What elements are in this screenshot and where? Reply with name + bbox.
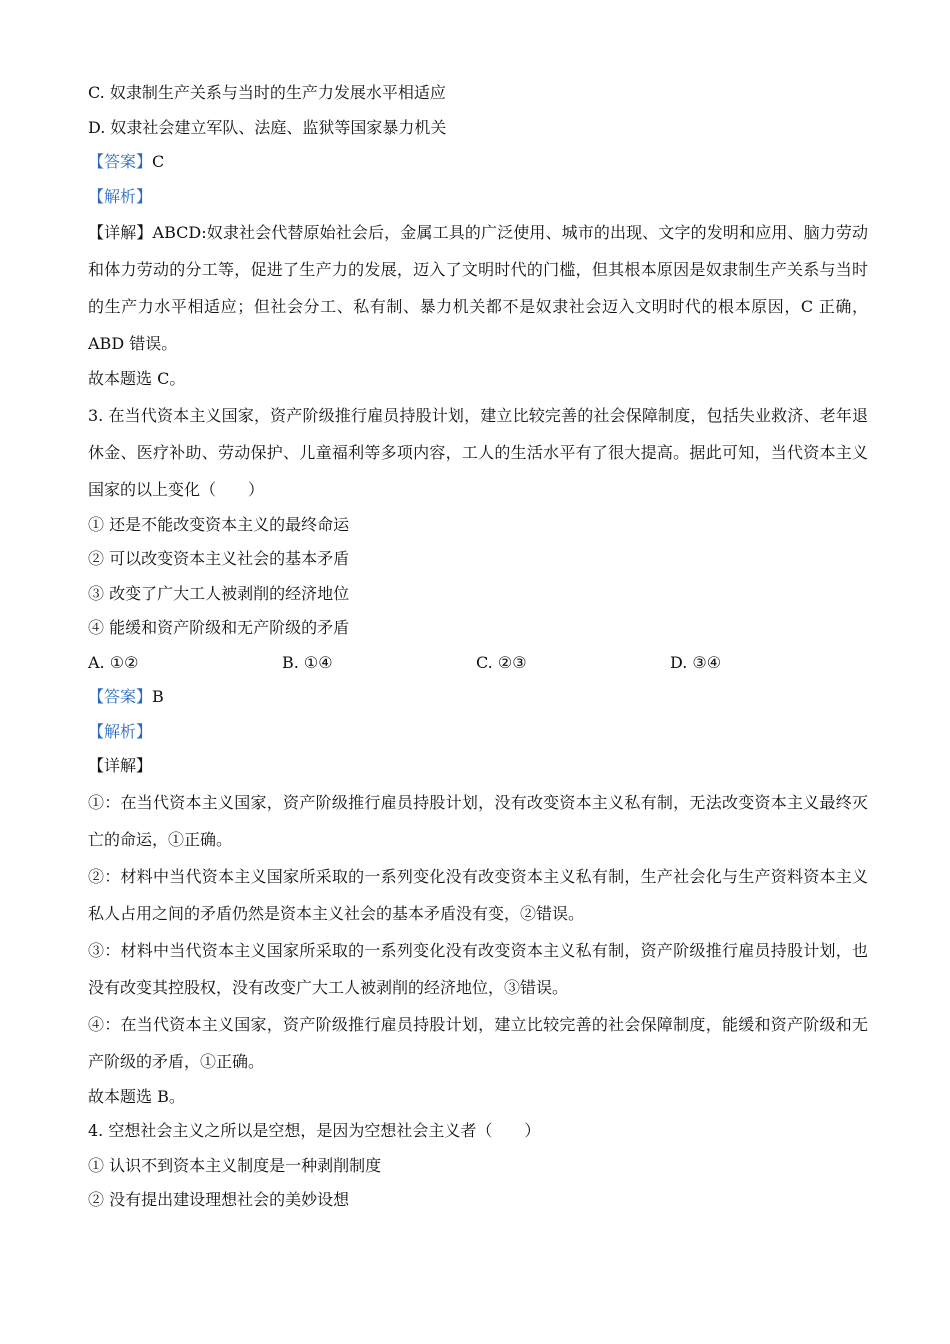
analysis-tag: 【解析】 <box>88 186 153 206</box>
analysis-tag: 【解析】 <box>88 721 153 741</box>
document-page <box>88 76 868 1218</box>
q2-analysis-tag <box>88 180 868 215</box>
q2-detail <box>88 214 868 362</box>
q3-item-2: ② 可以改变资本主义社会的基本矛盾 <box>88 549 350 568</box>
q2-detail-text: ABCD:奴隶社会代替原始社会后，金属工具的广泛使用、城市的出现、文字的发明和应用、脑力劳动和体力劳动的分工等，促进了生产力的发展，迈入了文明时代的门槛，但其根本原因是奴隶制生产关系与当时的生产力水平相适应；但社会分工、私有制、暴力机关都不是奴隶社会迈入文明时代的根本原因，C 正确，ABD 错误。 <box>88 223 868 353</box>
answer-value: B <box>152 687 164 706</box>
q3-explanation-4: ④：在当代资本主义国家，资产阶级推行雇员持股计划，建立比较完善的社会保障制度，能缓和资产阶级和无产阶级的矛盾，①正确。 <box>88 1014 868 1071</box>
q4-stem: 4. 空想社会主义之所以是空想，是因为空想社会主义者（ ） <box>88 1121 541 1140</box>
q3-explanation-2: ②：材料中当代资本主义国家所采取的一系列变化没有改变资本主义私有制，生产社会化与生产资料资本主义私人占用之间的矛盾仍然是资本主义社会的基本矛盾没有变，②错误。 <box>88 866 868 923</box>
q4-item-2: ② 没有提出建设理想社会的美妙设想 <box>88 1190 350 1209</box>
q4-item-1: ① 认识不到资本主义制度是一种剥削制度 <box>88 1155 382 1175</box>
q3-detail-tag: 【详解】 <box>88 756 153 775</box>
q3-item-3: ③ 改变了广大工人被剥削的经济地位 <box>88 583 350 603</box>
answer-tag: 【答案】 <box>88 152 153 171</box>
q2-conclusion: 故本题选 C。 <box>88 369 186 388</box>
q3-explanation-3: ③：材料中当代资本主义国家所采取的一系列变化没有改变资本主义私有制，资产阶级推行雇员持股计划，也没有改变其控股权，没有改变广大工人被剥削的经济地位，③错误。 <box>88 940 868 997</box>
q3-analysis-tag <box>88 715 868 750</box>
q3-answer <box>88 680 868 715</box>
q3-choice-c: C. ②③ <box>476 652 527 672</box>
q3-choices <box>88 646 868 681</box>
q3-choice-a: A. ①② <box>88 652 139 672</box>
q3-item-1: ① 还是不能改变资本主义的最终命运 <box>88 514 350 534</box>
q3-conclusion: 故本题选 B。 <box>88 1086 185 1106</box>
answer-tag: 【答案】 <box>88 687 153 706</box>
q3-choice-b: B. ①④ <box>282 652 333 672</box>
q3-choice-d: D. ③④ <box>670 652 722 672</box>
q2-option-d: D. 奴隶社会建立军队、法庭、监狱等国家暴力机关 <box>88 117 447 137</box>
q3-item-4: ④ 能缓和资产阶级和无产阶级的矛盾 <box>88 618 350 637</box>
detail-tag: 【详解】 <box>88 223 153 242</box>
q3-explanation-1: ①：在当代资本主义国家，资产阶级推行雇员持股计划，没有改变资本主义私有制，无法改变资本主义最终灭亡的命运，①正确。 <box>88 792 868 849</box>
q3-stem: 3. 在当代资本主义国家，资产阶级推行雇员持股计划，建立比较完善的社会保障制度，包括失业救济、老年退休金、医疗补助、劳动保护、儿童福利等多项内容，工人的生活水平有了很大提高。据此可知，当代资本主义国家的以上变化（ ） <box>88 405 868 499</box>
answer-value: C <box>152 152 165 171</box>
q2-answer <box>88 145 868 180</box>
q2-option-c: C. 奴隶制生产关系与当时的生产力发展水平相适应 <box>88 83 446 102</box>
